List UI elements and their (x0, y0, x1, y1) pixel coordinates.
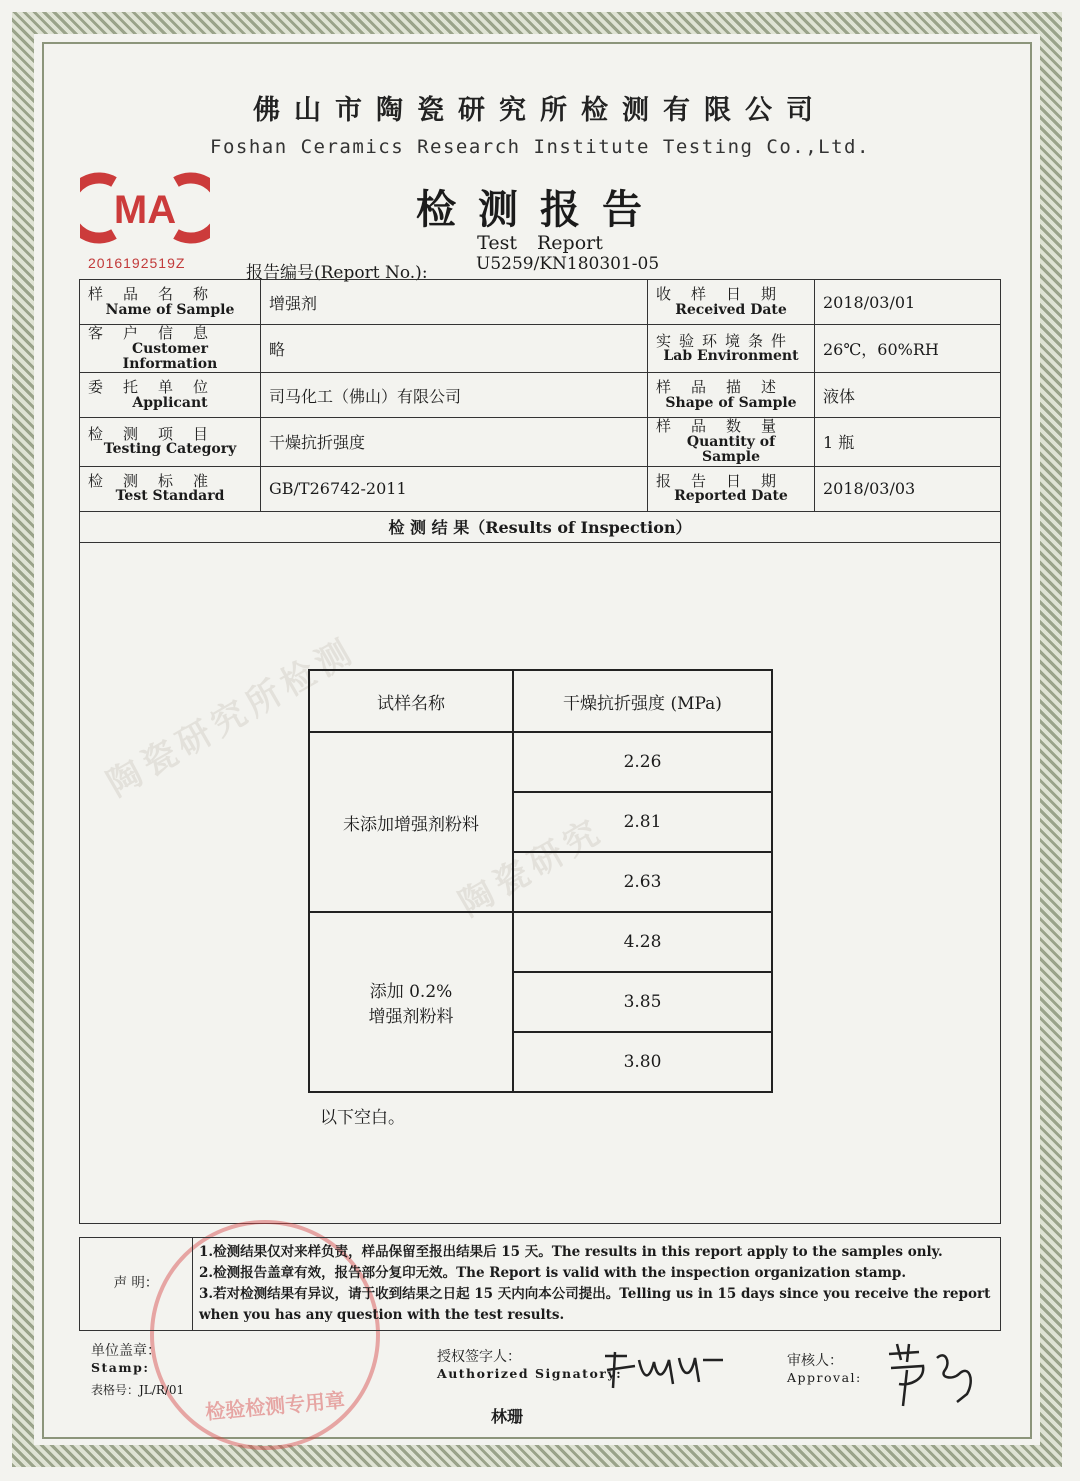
label-received-date: 收样日期 Received Date (648, 280, 815, 325)
notes-row (80, 1238, 1001, 1331)
label-customer: 客户信息 Customer Information (80, 325, 261, 373)
svg-text:MA: MA (113, 188, 177, 232)
result-value: 2.63 (513, 852, 772, 912)
info-row (80, 325, 1001, 373)
info-row (80, 373, 1001, 418)
report-number-label: 报告编号(Report No.): (246, 263, 428, 283)
stamp-text: 检验检测专用章 (204, 1387, 346, 1425)
watermark: 陶瓷研究所检测 (100, 630, 363, 805)
signatory-name: 林珊 (491, 1407, 524, 1426)
result-value: 4.28 (513, 912, 772, 972)
approval-signature (879, 1340, 989, 1410)
company-name-cn: 佛山市陶瓷研究所检测有限公司 (253, 95, 827, 126)
label-quantity: 样品数量 Quantity of Sample (648, 418, 815, 466)
info-row (80, 466, 1001, 511)
result-value: 2.26 (513, 732, 772, 792)
result-value: 3.80 (513, 1032, 772, 1092)
value-shape: 液体 (815, 373, 1001, 418)
group-name: 未添加增强剂粉料 (309, 732, 513, 912)
blank-below-note: 以下空白。 (320, 1108, 405, 1128)
stamp-label: 单位盖章： Stamp: 表格号：JL/R/01 (91, 1343, 185, 1397)
report-number: U5259/KN180301-05 (476, 254, 660, 274)
results-table (308, 669, 773, 1093)
result-value: 3.85 (513, 972, 772, 1032)
report-title-en: Test Report (477, 232, 603, 254)
results-header-row (309, 670, 772, 732)
results-heading-row (80, 511, 1001, 542)
table-row (309, 732, 772, 792)
info-row (80, 418, 1001, 466)
value-quantity: 1 瓶 (815, 418, 1001, 466)
table-row (309, 912, 772, 972)
value-sample-name: 增强剂 (261, 280, 648, 325)
value-lab-env: 26℃，60%RH (815, 325, 1001, 373)
notes-content (193, 1238, 1001, 1331)
col-strength: 干燥抗折强度 (MPa) (513, 670, 772, 732)
group-name: 添加 0.2% 增强剂粉料 (309, 912, 513, 1092)
value-category: 干燥抗折强度 (261, 418, 648, 466)
label-applicant: 委托单位 Applicant (80, 373, 261, 418)
report-title-cn: 检测报告 (416, 186, 664, 233)
label-category: 检测项目 Testing Category (80, 418, 261, 466)
label-sample-name: 样品名称 Name of Sample (80, 280, 261, 325)
note-line: 1.检测结果仅对来样负责，样品保留至报出结果后 15 天。The results in this report apply to the samples only. (199, 1244, 943, 1260)
note-line: 2.检测报告盖章有效，报告部分复印无效。The Report is valid with the inspection organization stamp. (199, 1264, 907, 1281)
results-heading: 检 测 结 果（Results of Inspection） (80, 511, 1001, 542)
signatory-signature (599, 1348, 729, 1393)
watermark: 陶瓷研究 (452, 810, 612, 925)
label-lab-env: 实验环境条件 Lab Environment (648, 325, 815, 373)
label-shape: 样品描述 Shape of Sample (648, 373, 815, 418)
label-reported-date: 报告日期 Reported Date (648, 466, 815, 511)
notes-label: 声 明： (80, 1238, 193, 1331)
cma-number: 2016192519Z (88, 255, 186, 271)
signatory-label: 授权签字人： Authorized Signatory: (437, 1349, 623, 1381)
value-customer: 略 (261, 325, 648, 373)
value-received-date: 2018/03/01 (815, 280, 1001, 325)
note-line: 3.若对检测结果有异议，请于收到结果之日起 15 天内向本公司提出。Telling us in 15 days since you receive the report when you has any question with the test results. (199, 1285, 991, 1323)
approval-label: 审核人： Approval: (787, 1353, 862, 1385)
col-sample-name: 试样名称 (309, 670, 513, 732)
label-standard: 检测标准 Test Standard (80, 466, 261, 511)
result-value: 2.81 (513, 792, 772, 852)
value-applicant: 司马化工（佛山）有限公司 (261, 373, 648, 418)
company-name-en: Foshan Ceramics Research Institute Testing Co.,Ltd. (210, 136, 870, 158)
info-row (80, 280, 1001, 325)
value-reported-date: 2018/03/03 (815, 466, 1001, 511)
value-standard: GB/T26742-2011 (261, 466, 648, 511)
notes-table (79, 1237, 1001, 1331)
